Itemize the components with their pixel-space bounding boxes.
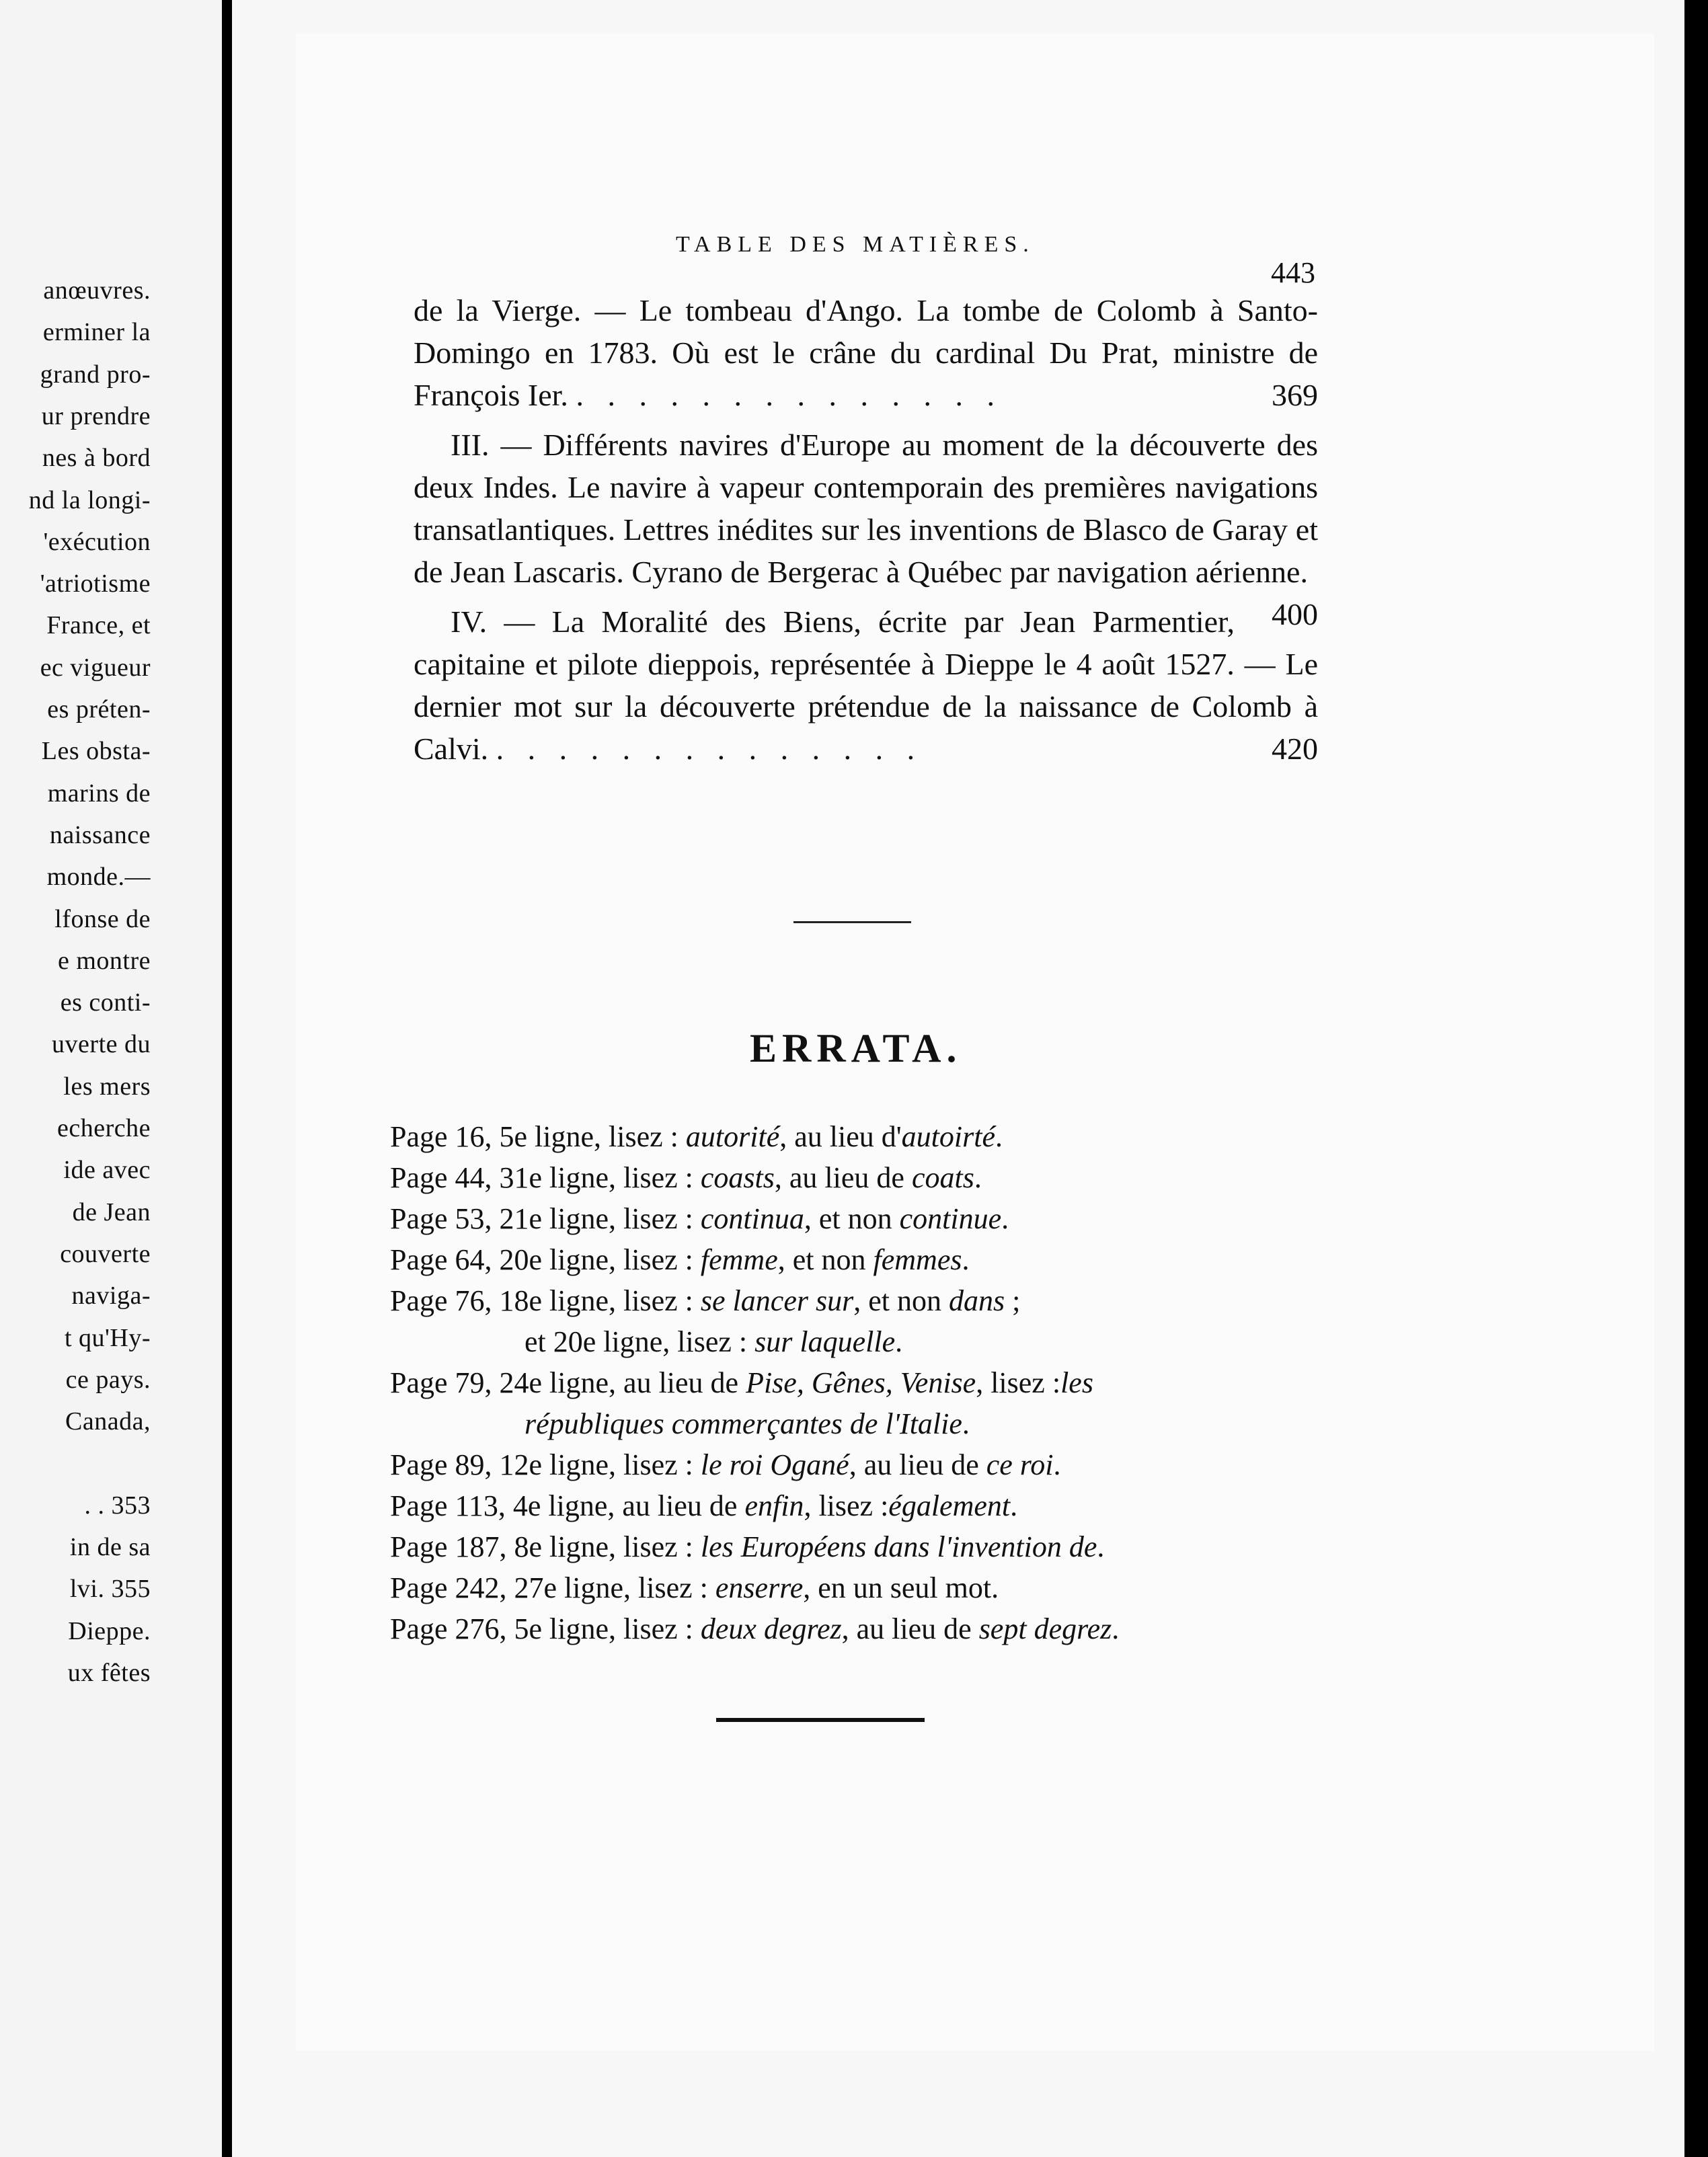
toc-page: 400 — [1272, 597, 1318, 631]
errata-punct: . — [962, 1243, 970, 1276]
errata-punct: . — [1097, 1530, 1105, 1563]
left-page-line: 'exécution — [43, 527, 151, 556]
errata-location: et 20e ligne, lisez : — [525, 1325, 755, 1358]
errata-connector: , au lieu de — [774, 1161, 912, 1194]
left-page-line: ide avec — [63, 1156, 151, 1185]
left-page-line: ur prendre — [41, 401, 151, 430]
left-page-line: de Jean — [72, 1198, 151, 1226]
left-page-line: lvi. 355 — [69, 1575, 151, 1604]
page-number: 443 — [1271, 256, 1315, 289]
left-page-line: Canada, — [65, 1407, 151, 1436]
errata-entry — [390, 1198, 1331, 1239]
errata-title: ERRATA. — [750, 1026, 962, 1070]
errata-punct: . — [1010, 1489, 1018, 1522]
left-page-line: naissance — [49, 820, 151, 849]
errata-location: Page 187, 8e ligne, lisez : — [390, 1530, 701, 1563]
toc-page: 420 — [1272, 732, 1318, 766]
errata-correction: continua — [700, 1202, 804, 1235]
errata-entry — [390, 1116, 1331, 1157]
errata-punct: . — [1001, 1202, 1009, 1235]
left-page-line: e montre — [57, 946, 151, 975]
errata-punct: . — [995, 1120, 1003, 1153]
errata-entry — [390, 1444, 1331, 1485]
errata-entry — [390, 1485, 1331, 1526]
errata-entry — [390, 1403, 1331, 1444]
errata-correction: enfin — [744, 1489, 804, 1522]
errata-location: Page 113, 4e ligne, au lieu de — [390, 1489, 745, 1522]
errata-location: Page 16, 5e ligne, lisez : — [390, 1120, 686, 1153]
errata-entry — [390, 1526, 1331, 1567]
errata-correction: coasts — [700, 1161, 775, 1194]
left-page-line: nd la longi- — [28, 485, 151, 514]
toc-leader: . . . . . . . . . . . . . . — [496, 732, 923, 766]
errata-correction: enserre — [715, 1571, 804, 1604]
errata-original: les — [1060, 1366, 1093, 1399]
left-page-line: anœuvres. — [43, 276, 151, 305]
errata-entry — [390, 1608, 1331, 1649]
errata-original: ce roi — [986, 1448, 1054, 1481]
errata-correction: autorité — [685, 1120, 780, 1153]
left-page-line: uverte du — [52, 1030, 151, 1059]
errata-original: femmes — [873, 1243, 962, 1276]
errata-correction: femme — [700, 1243, 778, 1276]
errata-correction: le roi Ogané — [700, 1448, 849, 1481]
errata-entry — [390, 1362, 1331, 1403]
errata-connector: , lisez : — [976, 1366, 1061, 1399]
errata-correction: sur laquelle — [754, 1325, 896, 1358]
left-page-line: grand pro- — [40, 360, 151, 389]
errata-correction: républiques commerçantes de l'Italie — [525, 1407, 962, 1440]
left-page-line: es préten- — [47, 695, 151, 723]
errata-correction: se lancer sur — [700, 1284, 854, 1317]
errata-connector: , en un seul mot — [803, 1571, 992, 1604]
errata-connector: , au lieu de — [841, 1612, 979, 1645]
toc-entry-text: III. — Différents navires d'Europe au moment de la découverte des deux Indes. Le navire à vapeur contemporain des premières navigations transatlantiques. Lettres inédites sur les inventions de Blasco de Garay et de Jean Lascaris. Cyrano de Bergerac à Québec par navigation aérienne. — [414, 428, 1318, 589]
left-page-line: naviga- — [71, 1282, 151, 1310]
table-of-contents — [414, 289, 1318, 777]
left-page-line: ux fêtes — [67, 1658, 151, 1687]
left-page-line: . . 353 — [84, 1491, 151, 1520]
left-page-line: Les obsta- — [41, 737, 151, 766]
toc-entry — [414, 289, 1318, 416]
left-page-line: couverte — [60, 1239, 151, 1268]
errata-original: sept degrez — [978, 1612, 1112, 1645]
left-page-line: Dieppe. — [68, 1616, 151, 1645]
toc-page: 369 — [1272, 378, 1318, 412]
errata-punct: . — [1112, 1612, 1120, 1645]
closing-rule — [716, 1718, 925, 1722]
left-page-line: ce pays. — [65, 1365, 151, 1394]
errata-original: coats — [911, 1161, 974, 1194]
errata-connector: , lisez : — [804, 1489, 889, 1522]
errata-connector: , au lieu d' — [779, 1120, 902, 1153]
errata-correction: Pise, Gênes, Venise — [746, 1366, 976, 1399]
errata-location: Page 276, 5e ligne, lisez : — [390, 1612, 701, 1645]
left-page-line: ec vigueur — [40, 653, 151, 682]
errata-location: Page 53, 21e ligne, lisez : — [390, 1202, 701, 1235]
errata-location: Page 89, 12e ligne, lisez : — [390, 1448, 701, 1481]
errata-entry — [390, 1567, 1331, 1608]
toc-entry — [414, 424, 1318, 631]
toc-entry — [414, 600, 1318, 770]
errata-punct: . — [962, 1407, 970, 1440]
errata-punct: . — [895, 1325, 903, 1358]
left-page-line: echerche — [57, 1114, 151, 1142]
errata-punct: ; — [1005, 1284, 1021, 1317]
errata-location: Page 44, 31e ligne, lisez : — [390, 1161, 701, 1194]
errata-entry — [390, 1239, 1331, 1280]
left-page-line: nes à bord — [42, 444, 151, 473]
errata-connector: , et non — [853, 1284, 949, 1317]
errata-punct: . — [974, 1161, 982, 1194]
errata-entry — [390, 1321, 1331, 1362]
left-page-line: erminer la — [42, 318, 151, 347]
errata-list — [390, 1116, 1331, 1649]
left-page-line: es conti- — [60, 988, 151, 1017]
errata-location: Page 76, 18e ligne, lisez : — [390, 1284, 701, 1317]
errata-punct: . — [991, 1571, 999, 1604]
errata-original: également — [888, 1489, 1011, 1522]
toc-leader: . . . . . . . . . . . . . . — [576, 378, 1003, 412]
errata-entry — [390, 1280, 1331, 1321]
errata-location: Page 79, 24e ligne, au lieu de — [390, 1366, 746, 1399]
left-page-line: monde.— — [46, 863, 151, 892]
errata-correction: les Européens dans l'invention de — [700, 1530, 1097, 1563]
errata-connector: , au lieu de — [849, 1448, 986, 1481]
left-page-line: lfonse de — [54, 904, 151, 933]
left-page-fragment — [0, 0, 222, 2157]
toc-entry-text: de la Vierge. — Le tombeau d'Ango. La tombe de Colomb à Santo-Domingo en 1783. Où est le crâne du cardinal Du Prat, ministre de François Ier. — [414, 293, 1318, 412]
left-page-line: in de sa — [69, 1533, 151, 1561]
errata-location: Page 64, 20e ligne, lisez : — [390, 1243, 701, 1276]
toc-entry-text: IV. — La Moralité des Biens, écrite par Jean Parmentier, capitaine et pilote dieppois, représentée à Dieppe le 4 août 1527. — Le dernier mot sur la découverte prétendue de la naissance de Colomb à Calvi. — [414, 604, 1318, 766]
running-head: TABLE DES MATIÈRES. — [676, 232, 1035, 257]
errata-punct: . — [1053, 1448, 1061, 1481]
section-divider — [793, 921, 911, 923]
left-page-line: les mers — [63, 1072, 151, 1101]
errata-correction: deux degrez — [700, 1612, 842, 1645]
left-page-line: France, et — [46, 611, 151, 640]
errata-connector: , et non — [777, 1243, 874, 1276]
left-page-line: 'atriotisme — [40, 570, 151, 598]
errata-entry — [390, 1157, 1331, 1198]
left-page-line: marins de — [47, 779, 151, 808]
errata-location: Page 242, 27e ligne, lisez : — [390, 1571, 715, 1604]
errata-connector: , et non — [804, 1202, 900, 1235]
errata-original: dans — [948, 1284, 1005, 1317]
errata-original: autoirté — [901, 1120, 995, 1153]
errata-original: continue — [899, 1202, 1002, 1235]
left-page-line: t qu'Hy- — [64, 1323, 151, 1352]
